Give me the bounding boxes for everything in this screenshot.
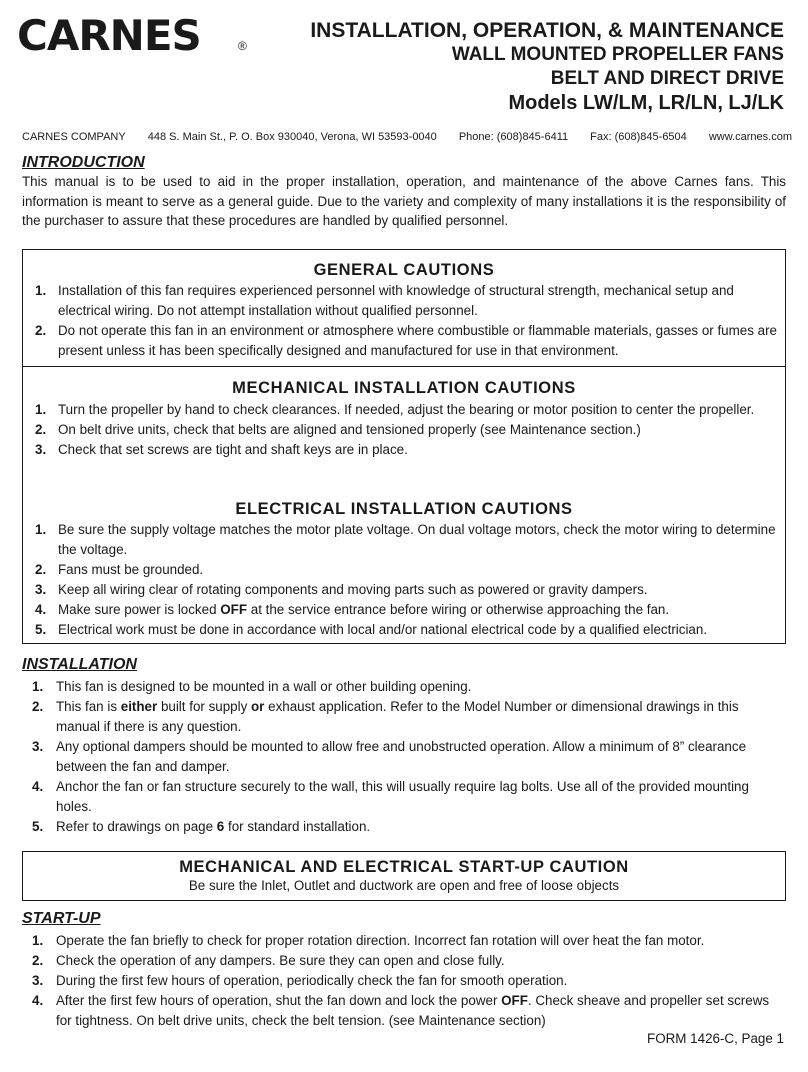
fax-number: Fax: (608)845-6504 xyxy=(590,131,687,143)
list-item: 5. Electrical work must be done in accordance with local and/or national electrical code by a qualified electrician. xyxy=(35,622,708,637)
list-item: 1. Turn the propeller by hand to check clearances. If needed, adjust the bearing or motor position to center the propeller. xyxy=(35,402,755,417)
list-item: 3. Keep all wiring clear of rotating components and moving parts such as powered or gravity dampers. xyxy=(35,582,648,597)
mechanical-cautions-title: MECHANICAL INSTALLATION CAUTIONS xyxy=(232,379,576,397)
phone-number: Phone: (608)845-6411 xyxy=(458,131,569,143)
title-line-1: INSTALLATION, OPERATION, & MAINTENANCE xyxy=(310,19,784,42)
cautions-box xyxy=(22,249,786,644)
list-item: 3. Check that set screws are tight and shaft keys are in place. xyxy=(35,442,408,457)
list-item: 1. Installation of this fan requires experienced personnel with knowledge of structural strength, mechanical setup and electrical wiring. Do not attempt installation without qualified personnel. xyxy=(35,283,734,318)
list-item: 5. Refer to drawings on page 6 for standard installation. xyxy=(32,819,371,834)
introduction-text: This manual is to be used to aid in the proper installation, operation, and maintenance of the above Carnes fans. This information is meant to serve as a general guide. Due to the variety and complexity of many installations it is the responsibility of the purchaser to assure that these procedures are handled by qualified personnel. xyxy=(22,174,786,228)
document-title-block xyxy=(310,18,784,116)
street-address: 448 S. Main St., P. O. Box 930040, Verona, WI 53593-0040 xyxy=(147,131,437,143)
list-item: 2. Check the operation of any dampers. Be sure they can open and close fully. xyxy=(32,953,505,968)
mechanical-cautions-list xyxy=(23,400,785,460)
startup-heading: START-UP xyxy=(22,910,101,927)
form-number: FORM 1426-C, Page 1 xyxy=(647,1031,784,1046)
list-item: 3. Any optional dampers should be mounted to allow free and unobstructed operation. Allow a minimum of 8” clearance between the fan and damper. xyxy=(32,739,747,774)
section-divider xyxy=(23,366,785,367)
list-item: 4. Make sure power is locked OFF at the service entrance before wiring or otherwise approaching the fan. xyxy=(35,602,670,617)
title-line-2: WALL MOUNTED PROPELLER FANS xyxy=(451,44,784,65)
electrical-cautions-list xyxy=(23,520,785,640)
general-cautions-title: GENERAL CAUTIONS xyxy=(313,261,495,279)
carnes-logo xyxy=(17,11,247,60)
startup-caution-box xyxy=(22,851,786,901)
list-item: 2. On belt drive units, check that belts are aligned and tensioned properly (see Maintenance section.) xyxy=(35,422,641,437)
introduction-heading: INTRODUCTION xyxy=(22,154,145,171)
general-cautions-list xyxy=(23,281,785,361)
list-item: 2. Do not operate this fan in an environment or atmosphere where combustible or flammable materials, gasses or fumes are present unless it has been specifically designed and manufactured for use in that environment. xyxy=(35,323,777,358)
list-item: 2. This fan is either built for supply or exhaust application. Refer to the Model Number or dimensional drawings in this manual if there is any question. xyxy=(32,699,739,734)
list-item: 2. Fans must be grounded. xyxy=(35,562,204,577)
company-address-line xyxy=(22,131,792,143)
startup-list xyxy=(22,931,786,1031)
list-item: 1. Be sure the supply voltage matches the motor plate voltage. On dual voltage motors, check the motor wiring to determine the voltage. xyxy=(35,522,776,557)
installation-heading: INSTALLATION xyxy=(22,656,137,673)
electrical-cautions-title: ELECTRICAL INSTALLATION CAUTIONS xyxy=(235,500,573,518)
registered-mark: ® xyxy=(238,39,247,53)
list-item: 4. After the first few hours of operation, shut the fan down and lock the power OFF. Check sheave and propeller set screws for tightness. On belt drive units, check the belt tension. (see Maintenance section) xyxy=(32,993,770,1028)
startup-caution-title: MECHANICAL AND ELECTRICAL START-UP CAUTION xyxy=(179,858,629,876)
title-line-3: BELT AND DIRECT DRIVE xyxy=(550,68,784,89)
company-name: CARNES COMPANY xyxy=(22,131,126,143)
list-item: 3. During the first few hours of operation, periodically check the fan for smooth operation. xyxy=(32,973,568,988)
list-item: 1. Operate the fan briefly to check for proper rotation direction. Incorrect fan rotation will over heat the fan motor. xyxy=(32,933,705,948)
startup-caution-subtitle: Be sure the Inlet, Outlet and ductwork are open and free of loose objects xyxy=(188,878,620,893)
title-line-4: Models LW/LM, LR/LN, LJ/LK xyxy=(508,92,784,114)
list-item: 1. This fan is designed to be mounted in a wall or other building opening. xyxy=(32,679,472,694)
installation-list xyxy=(22,677,786,837)
logo-text: CARNES xyxy=(17,11,201,60)
list-item: 4. Anchor the fan or fan structure securely to the wall, this will usually require lag bolts. Use all of the provided mounting holes. xyxy=(32,779,749,814)
website: www.carnes.com xyxy=(708,131,792,143)
